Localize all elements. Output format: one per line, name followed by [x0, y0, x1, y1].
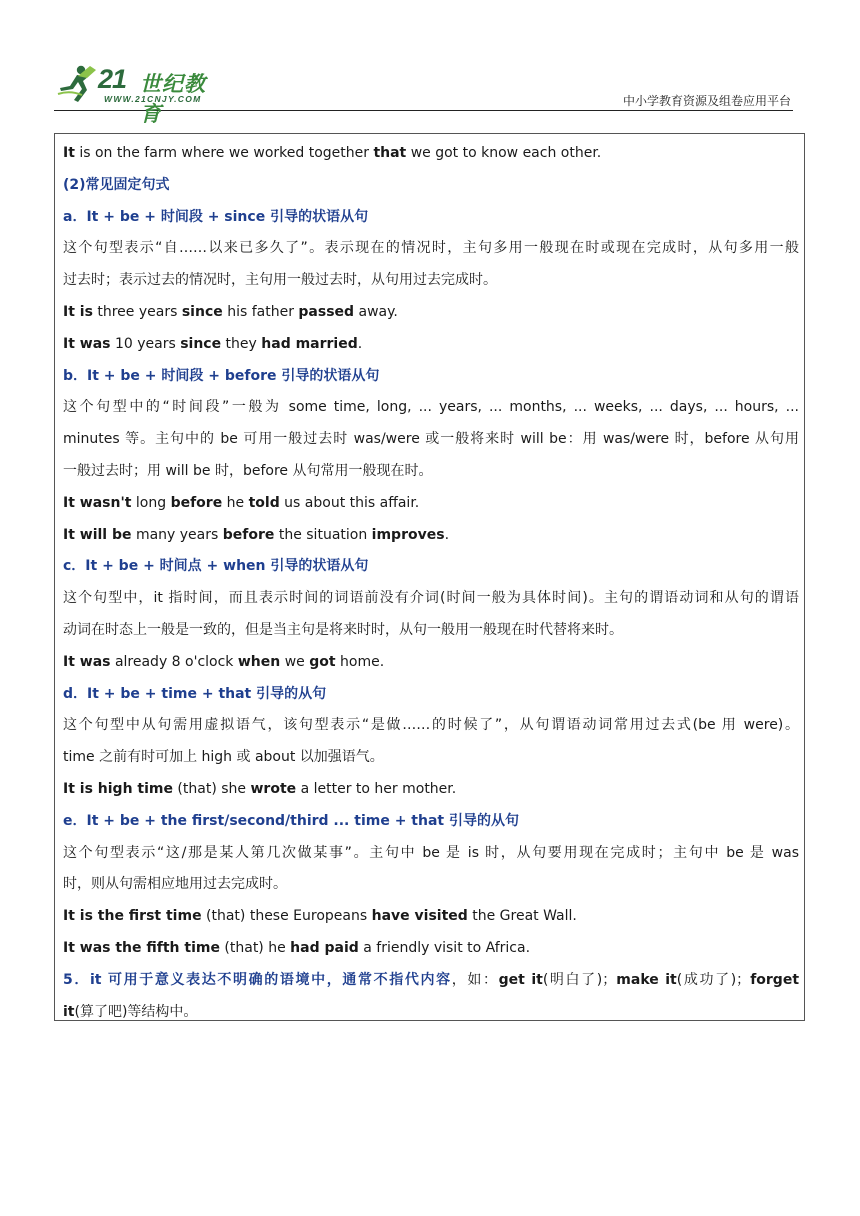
- example-line: It is the first time (that) these Europeans have visited the Great Wall.: [63, 908, 577, 925]
- logo-text: 世纪教育: [140, 72, 206, 126]
- explanation-line: 时，则从句需相应地用过去完成时。: [63, 876, 287, 893]
- example-line: It was already 8 o'clock when we got home.: [63, 653, 385, 670]
- explanation-line: 这个句型中的“时间段”一般为 some time, long, ... years, ... months, ... weeks, ... days, ... hours, ...: [63, 399, 799, 416]
- point-5-line: it(算了吧)等结构中。: [63, 1003, 198, 1020]
- pattern-heading-e: e．It + be + the first/second/third ... time + that 引导的从句: [63, 812, 519, 829]
- explanation-line: 过去时；表示过去的情况时，主句用一般过去时，从句用过去完成时。: [63, 272, 497, 289]
- example-line: It is three years since his father passed away.: [63, 303, 398, 320]
- page-header: [54, 58, 793, 126]
- example-line: It is high time (that) she wrote a letter to her mother.: [63, 780, 457, 797]
- pattern-heading-a: a．It + be + 时间段 + since 引导的状语从句: [63, 208, 369, 225]
- example-line: It will be many years before the situation improves.: [63, 526, 450, 543]
- platform-title: 中小学教育资源及组卷应用平台: [622, 94, 791, 108]
- explanation-line: 这个句型中，it 指时间，而且表示时间的词语前没有介词(时间一般为具体时间)。主句的谓语动词和从句的谓语: [63, 590, 799, 607]
- point-5-line: 5．it 可用于意义表达不明确的语境中，通常不指代内容，如：get it(明白了)；make it(成功了)；forget: [63, 971, 799, 988]
- explanation-line: minutes 等。主句中的 be 可用一般过去时 was/were 或一般将来时 will be：用 was/were 时，before 从句用: [63, 431, 799, 448]
- content-box: [54, 133, 805, 1021]
- logo: [56, 62, 226, 126]
- runner-icon: [56, 62, 100, 106]
- explanation-line: 一般过去时；用 will be 时，before 从句常用一般现在时。: [63, 462, 433, 479]
- section-heading: (2)常见固定句式: [63, 176, 170, 193]
- explanation-line: 这个句型表示“自……以来已多久了”。表示现在的情况时，主句多用一般现在时或现在完成时，从句多用一般: [63, 240, 799, 257]
- logo-url: WWW.21CNJY.COM: [104, 94, 202, 104]
- example-line: It was the fifth time (that) he had paid a friendly visit to Africa.: [63, 939, 531, 956]
- pattern-heading-b: b．It + be + 时间段 + before 引导的状语从句: [63, 367, 380, 384]
- explanation-line: 动词在时态上一般是一致的，但是当主句是将来时时，从句一般用一般现在时代替将来时。: [63, 621, 623, 638]
- content-body: [63, 138, 799, 1028]
- logo-number: 21: [98, 64, 127, 94]
- pattern-heading-d: d．It + be + time + that 引导的从句: [63, 685, 327, 702]
- example-line: It is on the farm where we worked together that we got to know each other.: [63, 145, 602, 161]
- explanation-line: 这个句型表示“这/那是某人第几次做某事”。主句中 be 是 is 时，从句要用现在完成时；主句中 be 是 was: [63, 844, 799, 861]
- explanation-line: time 之前有时可加上 high 或 about 以加强语气。: [63, 749, 384, 766]
- pattern-heading-c: c．It + be + 时间点 + when 引导的状语从句: [63, 558, 369, 575]
- example-line: It was 10 years since they had married.: [63, 335, 363, 352]
- example-line: It wasn't long before he told us about this affair.: [63, 494, 420, 511]
- explanation-line: 这个句型中从句需用虚拟语气，该句型表示“是做……的时候了”，从句谓语动词常用过去式(be 用 were)。: [63, 717, 799, 734]
